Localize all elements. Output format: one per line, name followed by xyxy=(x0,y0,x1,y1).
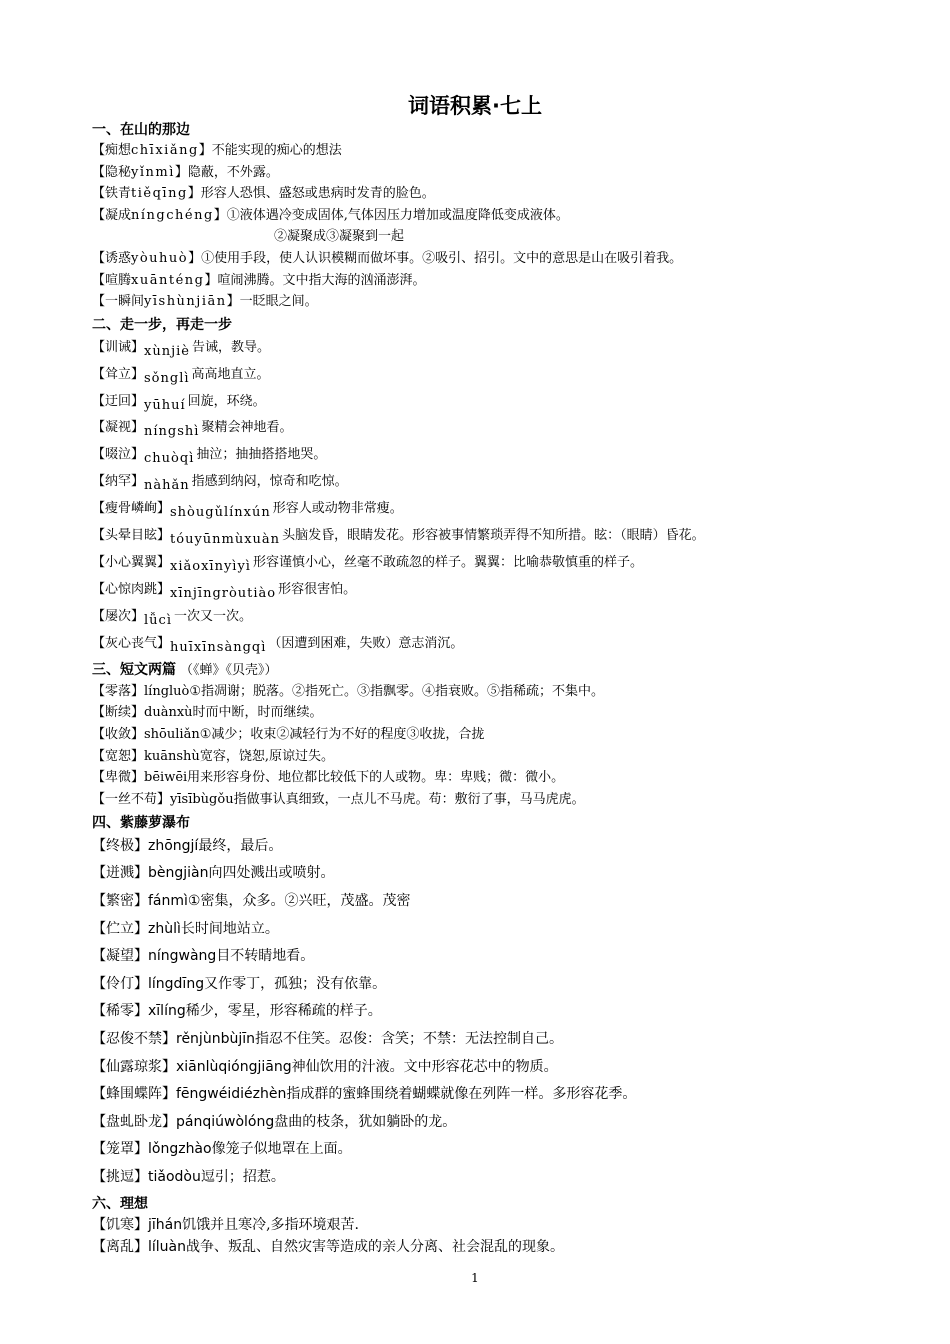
vocab-entry xyxy=(92,789,932,811)
entry-pinyin: níngchéng xyxy=(131,207,214,223)
vocab-entry xyxy=(92,140,932,162)
entry-definition: 最终，最后。 xyxy=(198,837,283,854)
entry-pinyin: bèngjiàn xyxy=(148,865,209,882)
entry-definition: 稀少，零星，形容稀疏的样子。 xyxy=(185,1003,382,1020)
entry-pinyin: zhùlì xyxy=(148,920,181,937)
vocab-entry xyxy=(92,362,932,389)
vocabulary-list xyxy=(92,118,932,1258)
page-title: 词语积累·七上 xyxy=(408,94,542,118)
entry-word: 【收敛】 xyxy=(92,727,145,743)
entry-pinyin: pánqiúwòlóng xyxy=(176,1113,275,1130)
entry-definition: 战争、叛乱、自然灾害等造成的亲人分离、社会混乱的现象。 xyxy=(186,1238,564,1255)
entry-definition: 用来形容身份、地位都比较低下的人或物。卑：卑贱；微：微小。 xyxy=(187,770,565,786)
entry-definition: 形容谨慎小心，丝毫不敢疏忽的样子。翼翼：比喻恭敬慎重的样子。 xyxy=(252,555,643,570)
vocab-entry xyxy=(92,389,932,416)
entry-pinyin: chīxiǎng xyxy=(131,143,199,158)
entry-definition: 逗引；招惹。 xyxy=(200,1168,285,1185)
entry-pinyin: shòugǔlínxún xyxy=(170,505,271,521)
entry-word: 【伫立】 xyxy=(92,920,148,937)
section-heading: 一、在山的那边 xyxy=(92,122,190,138)
entry-definition: 形容很害怕。 xyxy=(278,581,357,597)
vocab-entry xyxy=(92,943,932,971)
entry-word: 【挑逗】 xyxy=(92,1168,148,1185)
entry-word: 【迂回】 xyxy=(92,393,145,409)
vocab-entry xyxy=(92,724,932,746)
entry-definition: （因遭到困难，失败）意志消沉。 xyxy=(268,635,464,651)
entry-pinyin: nàhǎn xyxy=(144,478,190,494)
entry-word: 【卑微】 xyxy=(92,770,145,786)
entry-word: 【痴想 xyxy=(92,143,132,158)
section-heading: 二、走一步，再走一步 xyxy=(92,316,232,333)
entry-word: 【一瞬间 xyxy=(92,294,145,310)
entry-word: 【铁青 xyxy=(92,186,132,202)
entry-pinyin: xiǎoxīnyìyì xyxy=(170,559,251,574)
entry-pinyin: yīshùnjiān xyxy=(144,294,227,310)
section-heading: 六、理想 xyxy=(92,1195,148,1212)
entry-pinyin: líluàn xyxy=(148,1238,186,1255)
vocab-entry xyxy=(92,415,932,442)
entry-word: 【断续】 xyxy=(92,705,145,721)
entry-definition: 回旋，环绕。 xyxy=(187,393,266,409)
entry-definition: 神仙饮用的汁液。文中形容花芯中的物质。 xyxy=(291,1058,558,1075)
vocab-entry xyxy=(92,577,932,604)
entry-word: 【伶仃】 xyxy=(92,975,148,992)
vocab-entry xyxy=(92,270,932,292)
vocab-entry xyxy=(92,681,932,703)
entry-definition: ①减少；收束②减轻行为不好的程度③收拢，合拢 xyxy=(199,727,485,743)
entry-definition: 时而中断，时而继续。 xyxy=(192,705,323,721)
entry-definition: 告诫，教导。 xyxy=(191,339,270,355)
entry-word: 【隐秘 xyxy=(92,164,132,180)
entry-pinyin: fēngwéidiézhèn xyxy=(176,1086,287,1103)
entry-definition: 】一眨眼之间。 xyxy=(226,294,318,310)
vocab-entry xyxy=(92,631,932,658)
entry-pinyin: chuòqì xyxy=(144,451,195,467)
entry-definition-continued: ②凝聚成③凝聚到一起 xyxy=(274,229,405,245)
entry-pinyin: bēiwēi xyxy=(144,770,188,786)
entry-word: 【喧腾 xyxy=(92,272,132,288)
entry-pinyin: sǒnglì xyxy=(144,370,190,386)
entry-word: 【耸立】 xyxy=(92,366,145,382)
section-6 xyxy=(92,1194,932,1258)
section-subheading: （《蝉》《贝壳》） xyxy=(180,662,278,678)
entry-definition: ①指凋谢；脱落。②指死亡。③指飘零。④指衰败。⑤指稀疏；不集中。 xyxy=(189,683,605,699)
vocab-entry xyxy=(92,1164,932,1192)
entry-pinyin: yūhuí xyxy=(144,397,186,413)
vocab-entry xyxy=(92,205,932,227)
entry-word: 【屡次】 xyxy=(92,608,145,624)
vocab-entry xyxy=(92,1081,932,1109)
vocab-entry xyxy=(92,162,932,184)
entry-word: 【稀零】 xyxy=(92,1003,148,1020)
entry-pinyin: zhōngjí xyxy=(148,837,199,854)
entry-definition: 指忍不住笑。忍俊：含笑；不禁：无法控制自己。 xyxy=(254,1031,563,1047)
vocab-entry xyxy=(92,335,932,362)
entry-definition: 聚精会神地看。 xyxy=(201,420,293,436)
entry-definition: 指成群的蜜蜂围绕着蝴蝶就像在列阵一样。多形容花季。 xyxy=(286,1086,637,1103)
entry-definition: 目不转睛地看。 xyxy=(216,948,315,965)
entry-definition: 】①液体遇冷变成固体,气体因压力增加或温度降低变成液体。 xyxy=(213,207,569,223)
section-1 xyxy=(92,120,932,313)
entry-word: 【灰心丧气】 xyxy=(92,635,171,651)
entry-word: 【零落】 xyxy=(92,683,145,699)
entry-pinyin: níngwàng xyxy=(148,948,217,965)
vocab-entry xyxy=(92,1136,932,1164)
entry-definition: ①密集，众多。②兴旺，茂盛。茂密 xyxy=(187,893,411,910)
entry-word: 【盘虬卧龙】 xyxy=(92,1113,176,1130)
vocab-entry xyxy=(92,916,932,944)
entry-pinyin: tiěqīng xyxy=(131,186,188,202)
vocab-entry xyxy=(92,1054,932,1082)
vocab-entry xyxy=(92,1109,932,1137)
vocab-entry xyxy=(92,183,932,205)
entry-pinyin: tiǎodòu xyxy=(148,1168,201,1185)
vocab-entry xyxy=(92,746,932,768)
entry-word: 【宽恕】 xyxy=(92,748,145,764)
vocab-entry xyxy=(92,860,932,888)
entry-word: 【凝视】 xyxy=(92,420,145,436)
entry-pinyin: língluò xyxy=(144,683,190,699)
entry-definition: 】①使用手段，使人认识模糊而做坏事。②吸引、招引。文中的意思是山在吸引着我。 xyxy=(188,250,683,266)
entry-word: 【迸溅】 xyxy=(92,865,148,882)
section-heading-text: 三、短文两篇 xyxy=(92,661,176,678)
vocab-entry xyxy=(92,604,932,631)
entry-pinyin: kuānshù xyxy=(144,748,200,764)
entry-pinyin: xīlíng xyxy=(148,1003,186,1020)
entry-definition: 】不能实现的痴心的想法 xyxy=(198,143,342,158)
entry-definition: 向四处溅出或喷射。 xyxy=(208,865,335,882)
entry-definition: 】隐蔽，不外露。 xyxy=(174,164,279,180)
entry-pinyin: xuānténg xyxy=(131,272,205,288)
entry-definition: 长时间地站立。 xyxy=(180,920,279,937)
entry-pinyin: xùnjiè xyxy=(144,343,190,359)
entry-word: 【终极】 xyxy=(92,837,148,854)
entry-pinyin: tóuyūnmùxuàn xyxy=(170,532,281,548)
entry-pinyin: huīxīnsàngqì xyxy=(170,639,267,655)
vocab-entry xyxy=(92,833,932,861)
entry-pinyin: lǒngzhào xyxy=(148,1141,212,1158)
entry-definition: 指感到纳闷，惊奇和吃惊。 xyxy=(191,474,348,490)
vocab-entry xyxy=(92,1236,932,1258)
entry-definition: 盘曲的枝条，犹如躺卧的龙。 xyxy=(274,1113,457,1130)
entry-word: 【凝望】 xyxy=(92,948,148,965)
entry-definition: 像笼子似地罩在上面。 xyxy=(211,1141,352,1158)
entry-word: 【笼罩】 xyxy=(92,1141,148,1158)
entry-definition: 高高地直立。 xyxy=(191,366,270,382)
entry-pinyin: xiānlùqióngjiāng xyxy=(176,1058,292,1075)
entry-word: 【诱惑 xyxy=(92,250,132,266)
entry-definition: 】形容人恐惧、盛怒或患病时发青的脸色。 xyxy=(187,186,435,202)
entry-word: 【训诫】 xyxy=(92,339,145,355)
entry-definition: 抽泣；抽抽搭搭地哭。 xyxy=(196,447,327,463)
entry-word: 【蜂围蝶阵】 xyxy=(92,1086,176,1103)
entry-word: 【纳罕】 xyxy=(92,474,145,490)
entry-definition: 】喧闹沸腾。文中指大海的汹涌澎湃。 xyxy=(204,272,426,288)
entry-pinyin: yīsībùgǒu xyxy=(170,792,234,808)
entry-definition: 饥饿并且寒冷,多指环境艰苦. xyxy=(182,1216,360,1233)
entry-word: 【一丝不苟】 xyxy=(92,792,171,808)
entry-definition: 头脑发昏，眼睛发花。形容被事情繁琐弄得不知所措。眩：（眼睛）昏花。 xyxy=(282,528,705,544)
entry-word: 【仙露琼浆】 xyxy=(92,1058,176,1075)
entry-pinyin: língdīng xyxy=(148,975,205,992)
section-heading xyxy=(92,660,932,681)
entry-word: 【小心翼翼】 xyxy=(92,555,171,570)
entry-pinyin: níngshì xyxy=(144,424,200,440)
vocab-entry xyxy=(92,971,932,999)
entry-pinyin: fánmì xyxy=(148,893,188,910)
vocab-entry xyxy=(92,550,932,577)
entry-pinyin: duànxù xyxy=(144,705,193,721)
entry-word: 【瘦骨嶙峋】 xyxy=(92,501,171,517)
vocab-entry xyxy=(92,702,932,724)
vocab-entry xyxy=(92,1026,932,1054)
entry-pinyin: rěnjùnbùjīn xyxy=(176,1031,255,1047)
entry-pinyin: lǚcì xyxy=(144,612,172,628)
vocab-entry xyxy=(92,469,932,496)
entry-definition: 一次又一次。 xyxy=(173,608,252,624)
entry-pinyin: shōuliǎn xyxy=(144,727,200,743)
vocab-entry xyxy=(92,888,932,916)
entry-pinyin: yǐnmì xyxy=(131,164,175,180)
entry-pinyin: jīhán xyxy=(148,1216,183,1233)
entry-word: 【凝成 xyxy=(92,207,132,223)
entry-word: 【离乱】 xyxy=(92,1238,148,1255)
section-2 xyxy=(92,315,932,658)
vocab-entry xyxy=(92,523,932,550)
entry-definition: 形容人或动物非常瘦。 xyxy=(272,501,403,517)
section-3 xyxy=(92,660,932,811)
vocab-entry xyxy=(92,291,932,313)
entry-definition: 宽容，饶恕,原谅过失。 xyxy=(199,748,334,764)
entry-definition: 指做事认真细致，一点儿不马虎。苟：敷衍了事，马马虎虎。 xyxy=(233,792,585,808)
entry-word: 【忍俊不禁】 xyxy=(92,1031,176,1047)
vocab-entry xyxy=(92,442,932,469)
vocab-entry xyxy=(92,767,932,789)
entry-pinyin: xīnjīngròutiào xyxy=(170,585,277,601)
vocab-entry xyxy=(92,1214,932,1236)
vocab-entry xyxy=(92,998,932,1026)
vocab-entry xyxy=(92,248,932,270)
entry-word: 【啜泣】 xyxy=(92,447,145,463)
section-heading: 四、紫藤萝瀑布 xyxy=(92,814,190,831)
entry-word: 【饥寒】 xyxy=(92,1216,148,1233)
entry-word: 【头晕目眩】 xyxy=(92,528,171,544)
entry-word: 【心惊肉跳】 xyxy=(92,581,171,597)
vocab-entry xyxy=(92,496,932,523)
entry-word: 【繁密】 xyxy=(92,893,148,910)
entry-definition: 又作零丁，孤独；没有依靠。 xyxy=(204,975,387,992)
page-number: 1 xyxy=(471,1271,479,1285)
section-4 xyxy=(92,813,932,1192)
entry-pinyin: yòuhuò xyxy=(131,250,189,266)
